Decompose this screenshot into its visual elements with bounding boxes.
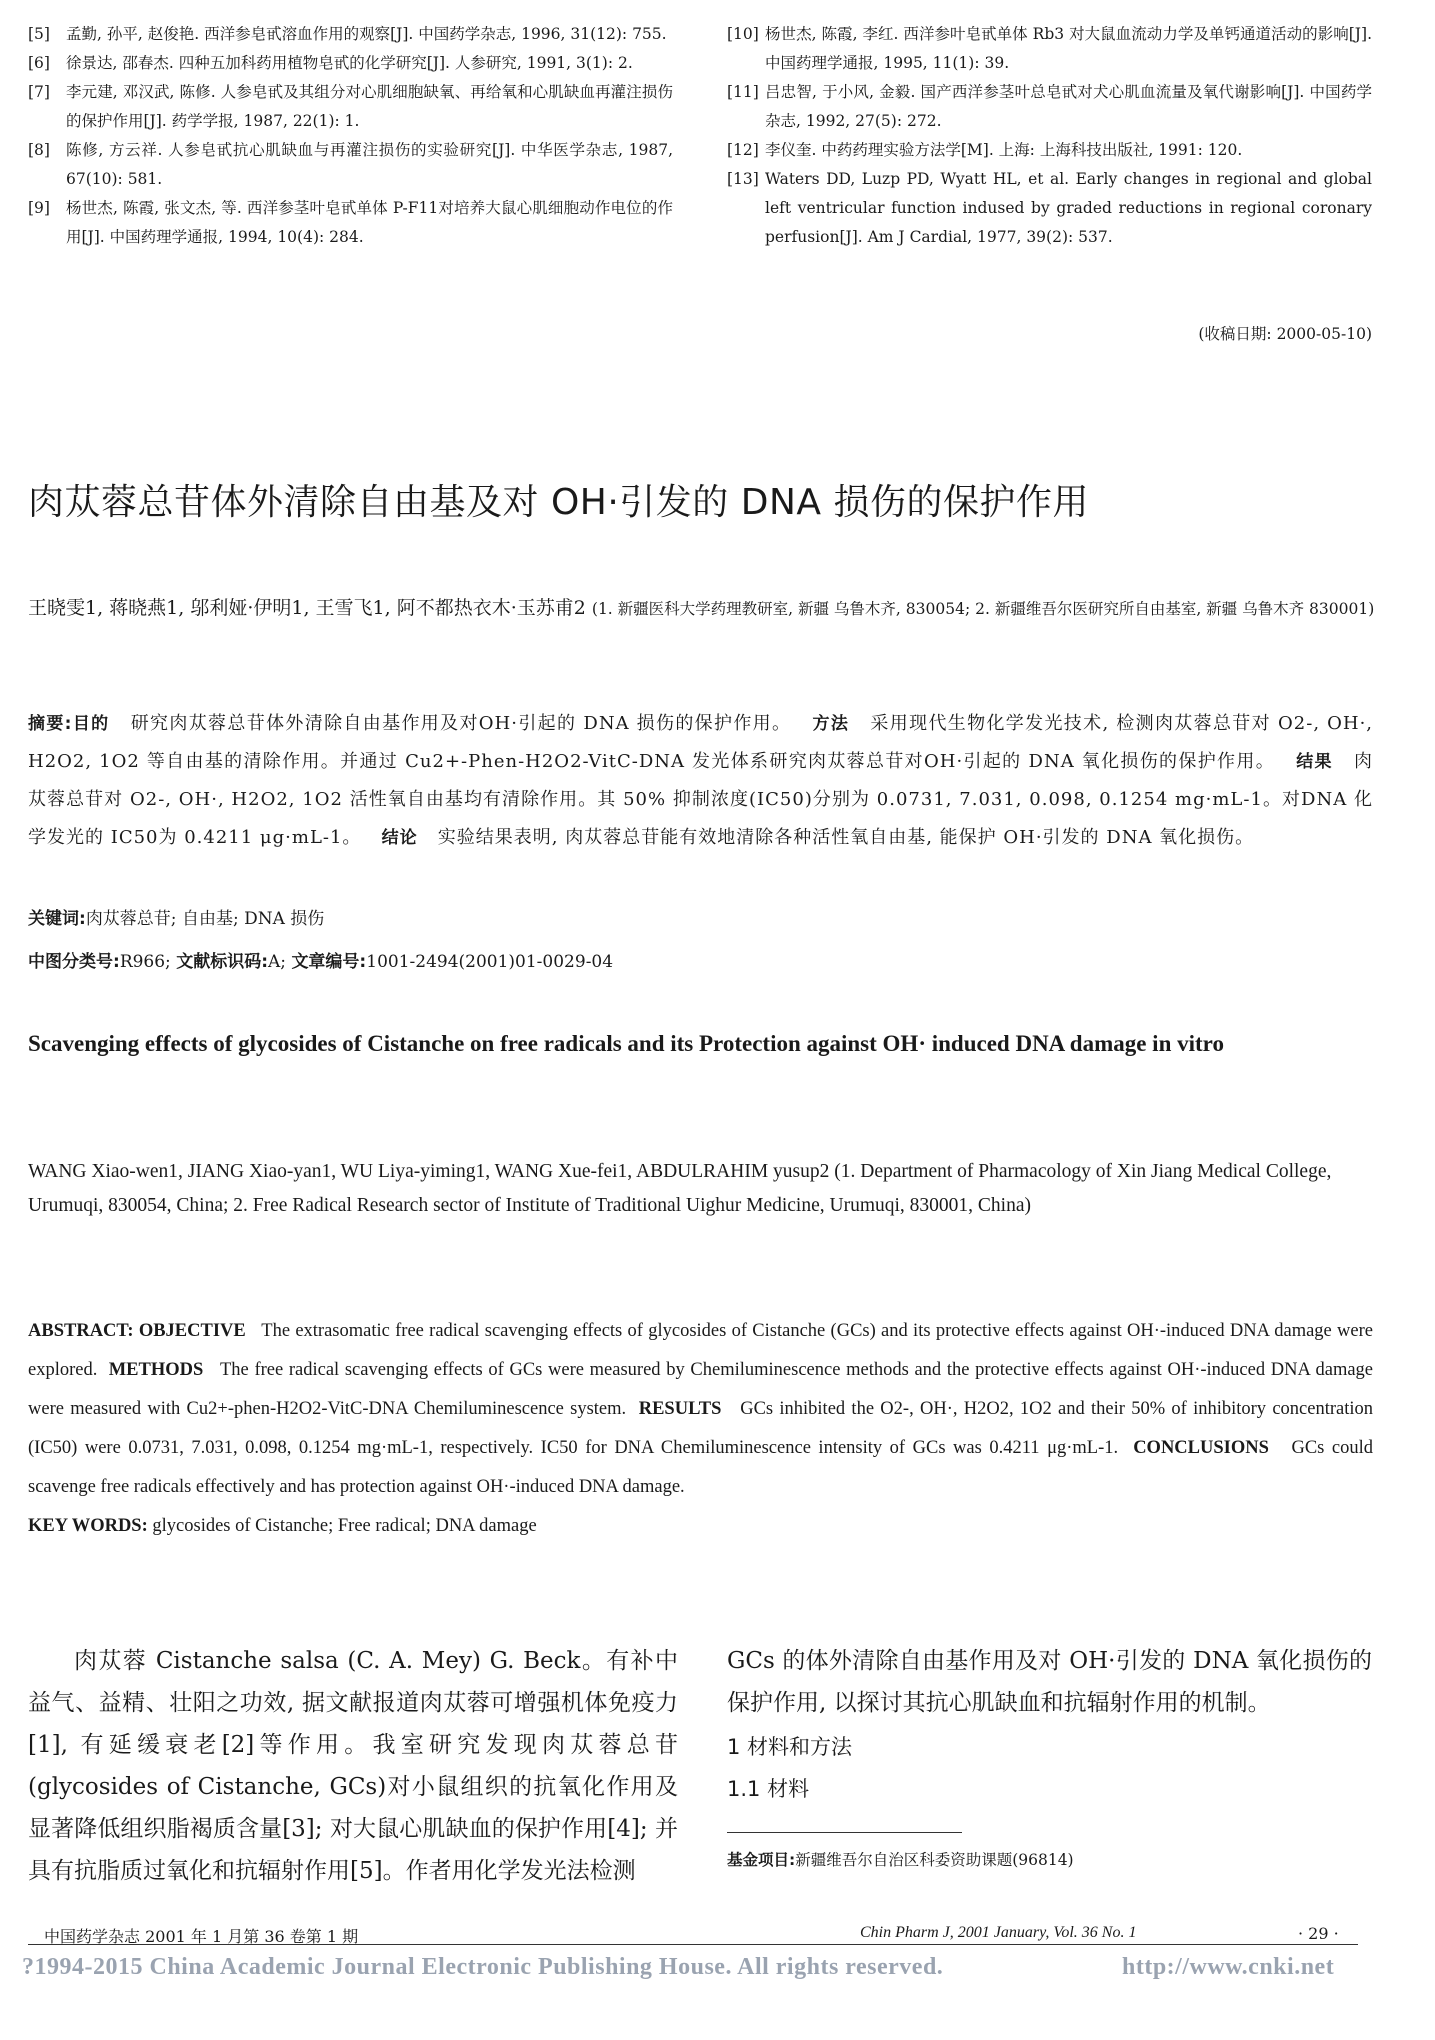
references-right: [727, 20, 1372, 252]
chinese-title: 肉苁蓉总苷体外清除自由基及对 OH·引发的 DNA 损伤的保护作用: [28, 482, 1089, 523]
section-heading-1: 1 材料和方法: [727, 1735, 853, 1759]
conclusion-text: 实验结果表明, 肉苁蓉总苷能有效地清除各种活性氧自由基, 能保护 OH·引发的 DNA 氧化损伤。: [437, 827, 1255, 848]
copyright-watermark: ?1994-2015 China Academic Journal Electronic Publishing House. All rights reserved.: [22, 1954, 944, 1980]
reference-item: [28, 194, 673, 252]
classification-line: [28, 945, 1373, 979]
body-right-column: [727, 1640, 1372, 1810]
fund-text: 新疆维吾尔自治区科委资助课题(96814): [795, 1851, 1074, 1869]
doc-code-value: A;: [268, 952, 287, 972]
results-text: 肉苁蓉总苷对 O2-, OH·, H2O2, 1O2 活性氧自由基均有清除作用。其 50% 抑制浓度(IC50)分别为 0.0731, 7.031, 0.098, 0.1254 mg·mL-1。对DNA 化学发光的 IC50为 0.4211 μg·mL-1。: [28, 751, 1373, 848]
reference-item: [727, 165, 1372, 252]
reference-text: 李元建, 邓汉武, 陈修. 人参皂甙及其组分对心肌细胞缺氧、再给氧和心肌缺血再灌注损伤的保护作用[J]. 药学学报, 1987, 22(1): 1.: [66, 83, 673, 130]
reference-text: 杨世杰, 陈霞, 李红. 西洋参叶皂甙单体 Rb3 对大鼠血流动力学及单钙通道活动的影响[J]. 中国药理学通报, 1995, 11(1): 39.: [765, 25, 1372, 72]
en-keywords-text: glycosides of Cistanche; Free radical; DNA damage: [152, 1516, 537, 1536]
chinese-abstract: [28, 705, 1373, 857]
author-names: 王晓雯1, 蒋晓燕1, 邬利娅·伊明1, 王雪飞1, 阿不都热衣木·玉苏甫2: [28, 597, 586, 619]
english-title: Scavenging effects of glycosides of Cistanche on free radicals and its Protection against OH· induced DNA damage in vitro: [28, 1031, 1224, 1056]
reference-text: 李仪奎. 中药药理实验方法学[M]. 上海: 上海科技出版社, 1991: 120.: [765, 141, 1243, 159]
article-number-label: 文章编号:: [291, 952, 367, 972]
en-results-text: GCs inhibited the O2-, OH·, H2O2, 1O2 and their 50% of inhibitory concentration (IC50) were 0.0731, 7.031, 0.098, 0.1254 mg·mL-1, respectively. IC50 for DNA Chemiluminescence intensity of GCs was 0.4211 μg·mL-1.: [28, 1399, 1374, 1458]
intro-paragraph: 肉苁蓉 Cistanche salsa (C. A. Mey) G. Beck。有补中益气、益精、壮阳之功效, 据文献报道肉苁蓉可增强机体免疫力[1], 有延缓衰老[2]等作用。我室研究发现肉苁蓉总苷(glycosides of Cistanche, GCs)对小鼠组织的抗氧化作用及显著降低组织脂褐质含量[3]; 对大鼠心肌缺血的保护作用[4]; 并具有抗脂质过氧化和抗辐射作用[5]。作者用化学发光法检测: [28, 1648, 678, 1884]
methods-label: 方法: [812, 714, 850, 734]
conclusion-label: 结论: [381, 828, 418, 848]
reference-number: [10]: [727, 25, 759, 43]
footer-journal-en: Chin Pharm J, 2001 January, Vol. 36 No. 1: [860, 1924, 1137, 1941]
page-number: · 29 ·: [1298, 1924, 1339, 1943]
en-methods-text: The free radical scavenging effects of GCs were measured by Chemiluminescence methods and the protective effects against OH·-induced DNA damage were measured with Cu2+-phen-H2O2-VitC-DNA Chemiluminescence system.: [28, 1360, 1374, 1419]
methods-text: 采用现代生物化学发光技术, 检测肉苁蓉总苷对 O2-, OH·, H2O2, 1O2 等自由基的清除作用。并通过 Cu2+-Phen-H2O2-VitC-DNA 发光体系研究肉苁蓉总苷对OH·引起的 DNA 氧化损伤的保护作用。: [28, 713, 1374, 772]
footer-journal-cn: 中国药学杂志 2001 年 1 月第 36 卷第 1 期: [44, 1927, 359, 1946]
reference-text: 吕忠智, 于小风, 金毅. 国产西洋参茎叶总皂甙对犬心肌血流量及氧代谢影响[J]. 中国药学杂志, 1992, 27(5): 272.: [765, 83, 1372, 130]
keywords-text: 肉苁蓉总苷; 自由基; DNA 损伤: [85, 909, 325, 929]
class-number-value: R966;: [119, 952, 171, 972]
received-date: (收稿日期: 2000-05-10): [1198, 325, 1372, 343]
en-results-label: RESULTS: [638, 1399, 722, 1419]
reference-item: [28, 20, 673, 49]
fund-label: 基金项目:: [727, 1851, 796, 1869]
doc-code-label: 文献标识码:: [176, 952, 269, 972]
chinese-keywords: [28, 902, 1373, 936]
en-conclusion-label: CONCLUSIONS: [1133, 1438, 1269, 1458]
reference-item: [727, 136, 1372, 165]
english-abstract: [28, 1312, 1373, 1546]
article-number-value: 1001-2494(2001)01-0029-04: [366, 952, 614, 972]
reference-item: [28, 136, 673, 194]
reference-item: [28, 78, 673, 136]
reference-number: [12]: [727, 141, 759, 159]
reference-number: [5]: [28, 25, 50, 43]
reference-text: Waters DD, Luzp PD, Wyatt HL, et al. Early changes in regional and global left ventricular function indused by graded reductions in regional coronary perfusion[J]. Am J Cardial, 1977, 39(2): 537.: [765, 170, 1372, 246]
objective-text: 研究肉苁蓉总苷体外清除自由基作用及对OH·引起的 DNA 损伤的保护作用。: [130, 713, 792, 734]
en-objective-text: The extrasomatic free radical scavenging effects of glycosides of Cistanche (GCs) and its protective effects against OH·-induced DNA damage were explored.: [28, 1321, 1373, 1380]
abstract-label: 摘要:: [28, 714, 73, 734]
reference-text: 杨世杰, 陈霞, 张文杰, 等. 西洋参茎叶皂甙单体 P-F11对培养大鼠心肌细胞动作电位的作用[J]. 中国药理学通报, 1994, 10(4): 284.: [66, 199, 673, 246]
results-label: 结果: [1296, 752, 1333, 772]
reference-item: [727, 20, 1372, 78]
reference-number: [9]: [28, 199, 50, 217]
author-affiliation: (1. 新疆医科大学药理教研室, 新疆 乌鲁木齐, 830054; 2. 新疆维吾尔医研究所自由基室, 新疆 乌鲁木齐 830001): [591, 600, 1375, 618]
reference-text: 陈修, 方云祥. 人参皂甙抗心肌缺血与再灌注损伤的实验研究[J]. 中华医学杂志, 1987, 67(10): 581.: [66, 141, 673, 188]
english-authors: WANG Xiao-wen1, JIANG Xiao-yan1, WU Liya-yiming1, WANG Xue-fei1, ABDULRAHIM yusup2 (1. Department of Pharmacology of Xin Jiang Medical College, Urumuqi, 830054, China; 2. Free Radical Research sector of Institute of Traditional Uighur Medicine, Urumuqi, 830001, China): [28, 1161, 1332, 1216]
section-heading-1-1: 1.1 材料: [727, 1777, 810, 1801]
reference-number: [7]: [28, 83, 50, 101]
reference-number: [11]: [727, 83, 759, 101]
en-objective-label: ABSTRACT: OBJECTIVE: [28, 1321, 246, 1341]
fund-rule: [727, 1832, 962, 1833]
reference-text: 孟勤, 孙平, 赵俊艳. 西洋参皂甙溶血作用的观察[J]. 中国药学杂志, 1996, 31(12): 755.: [66, 25, 667, 43]
en-methods-label: METHODS: [108, 1360, 204, 1380]
chinese-authors: [28, 590, 1378, 627]
reference-item: [28, 49, 673, 78]
reference-number: [13]: [727, 170, 759, 188]
objective-label: 目的: [72, 714, 110, 734]
class-number-label: 中图分类号:: [28, 952, 120, 972]
intro-continued: GCs 的体外清除自由基作用及对 OH·引发的 DNA 氧化损伤的保护作用, 以探讨其抗心肌缺血和抗辐射作用的机制。: [727, 1648, 1372, 1716]
reference-number: [8]: [28, 141, 50, 159]
reference-text: 徐景达, 邵春杰. 四种五加科药用植物皂甙的化学研究[J]. 人参研究, 1991, 3(1): 2.: [66, 54, 633, 72]
en-conclusion-text: GCs could scavenge free radicals effectively and has protection against OH·-induced DNA damage.: [28, 1438, 1374, 1497]
reference-number: [6]: [28, 54, 50, 72]
body-left-column: [28, 1640, 678, 1892]
keywords-label: 关键词:: [28, 909, 86, 929]
reference-item: [727, 78, 1372, 136]
cnki-url-watermark: http://www.cnki.net: [1122, 1954, 1335, 1980]
references-left: [28, 20, 673, 252]
fund-note: [727, 1848, 1372, 1870]
en-keywords-label: KEY WORDS:: [28, 1516, 148, 1536]
